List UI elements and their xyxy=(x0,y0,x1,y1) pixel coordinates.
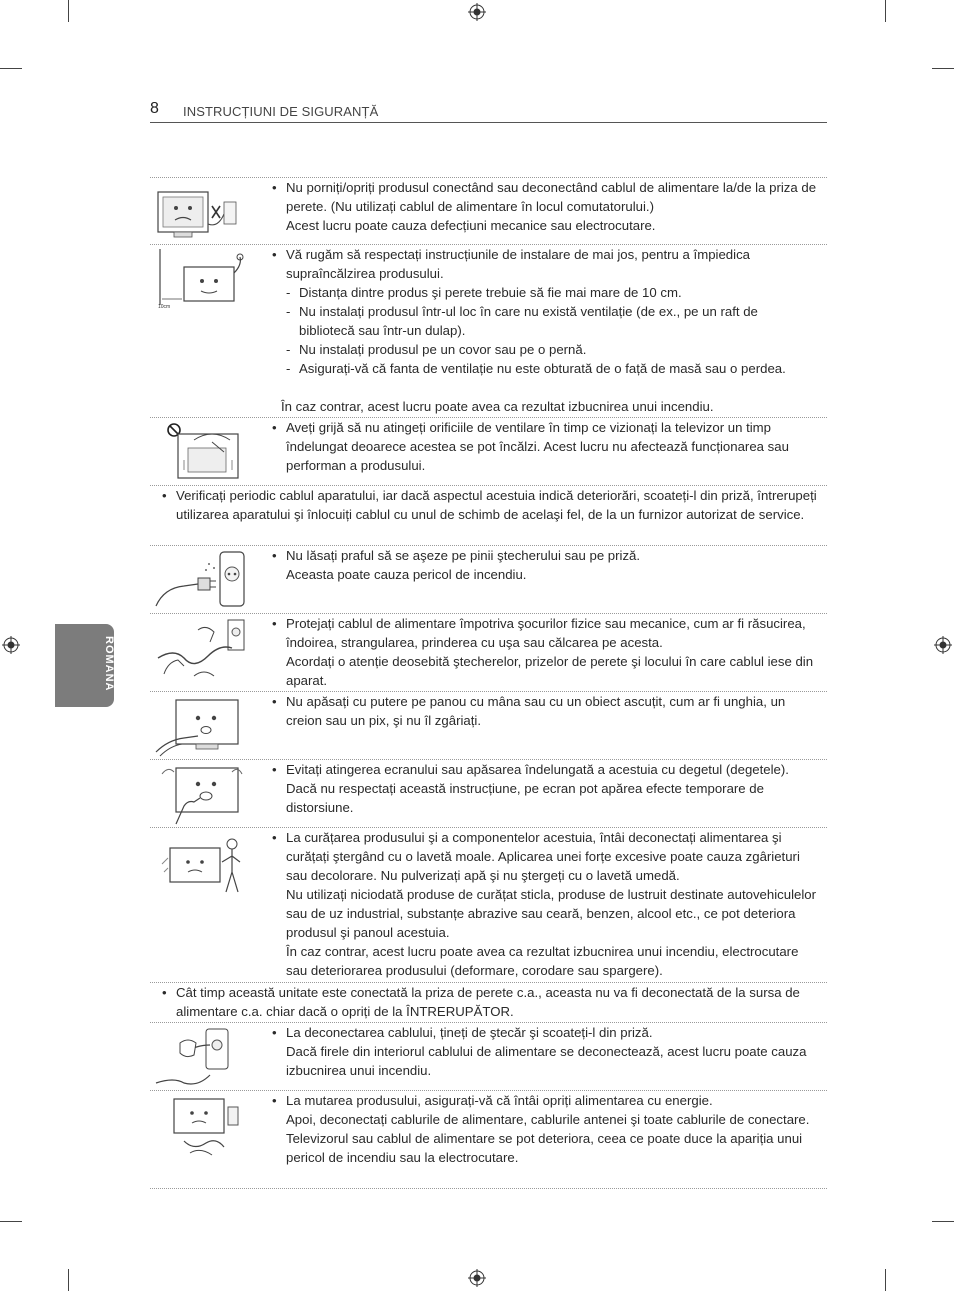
safety-item xyxy=(150,827,827,983)
tv-wall-distance-illustration-icon xyxy=(154,247,246,311)
tv-vent-no-touch-illustration-icon xyxy=(154,420,246,484)
safety-item xyxy=(150,485,827,546)
registration-mark-icon xyxy=(934,636,952,654)
item-text xyxy=(272,546,817,584)
item-bullet-text: • La curățarea produsului şi a componentelor acestuia, întâi deconectați alimentarea şi curățați ştergând cu o lavetă moale. Aplicarea unei forțe excesive poate cauza zgârieturi sau decolorare. Nu pulverizați apă şi nu ştergeți cu o lavetă umedă. xyxy=(272,828,817,885)
item-text xyxy=(162,486,817,524)
cable-protection-illustration-icon xyxy=(154,618,246,682)
item-detail-text: Aceasta poate cauza pericol de incendiu. xyxy=(286,567,527,582)
safety-item xyxy=(150,417,827,486)
item-bullet-text: • Nu lăsați praful să se aşeze pe pinii ştecherului sau pe priză. xyxy=(272,546,817,565)
item-bullet-text: • Vă rugăm să respectați instrucțiunile de instalare de mai jos, pentru a împiedica supraîncălzirea produsului. xyxy=(272,245,817,283)
safety-item xyxy=(150,244,827,418)
unplug-by-plug-illustration-icon xyxy=(154,1025,246,1089)
screen-finger-touch-illustration-icon xyxy=(154,762,246,826)
item-subitem: - Nu instalați produsul într-ul loc în care nu există ventilație (de ex., pe un raft de bibliotecă sau într-un dulap). xyxy=(272,302,817,340)
plug-dust-illustration-icon xyxy=(154,548,246,612)
page-header xyxy=(150,100,827,123)
crop-mark xyxy=(0,1221,22,1222)
item-detail-text: Acordați o atenție deosebită ştecherelor, prizelor de perete şi locului în care cablul iese din aparat. xyxy=(286,654,814,688)
item-detail-text: Nu utilizați niciodată produse de curățat sticla, produse de lustruit destinate autovehiculelor sau de uz industrial, substanțe abrazive sau ceară, benzen, alcool etc., ce pot deteriora produsul şi panoul acestuia. xyxy=(286,887,817,940)
item-detail-text: Apoi, deconectați cablurile de alimentare, cablurile antenei şi toate cablurile de conectare. xyxy=(286,1112,810,1127)
item-text xyxy=(272,692,817,730)
safety-item xyxy=(150,759,827,828)
language-tab-label: ROMÂNĂ xyxy=(103,636,115,692)
item-bullet-text: • Nu porniți/opriți produsul conectând sau deconectând cablul de alimentare la/de la priza de perete. (Nu utilizați cablul de alimentare în locul comutatorului.) xyxy=(272,178,817,216)
item-bullet-text: • Verificați periodic cablul aparatului, iar dacă aspectul acestuia indică deteriorări, scoateți-l din priză, întrerupeți utilizarea aparatului şi înlocuiți cablul cu unul de schimb de acelaşi fel, de la un furnizor autorizat de service. xyxy=(162,486,817,524)
item-text xyxy=(272,1091,817,1167)
item-bullet-text: • Evitați atingerea ecranului sau apăsarea îndelungată a acestuia cu degetul (degetele). Dacă nu respectați această instrucțiune, pe ecran pot apărea efecte temporare de distorsiune. xyxy=(272,760,817,817)
safety-item xyxy=(150,545,827,614)
crop-mark xyxy=(68,0,69,22)
safety-item xyxy=(150,691,827,760)
safety-item xyxy=(150,177,827,245)
item-bullet-text: • La deconectarea cablului, țineți de ştecăr şi scoateți-l din priză. xyxy=(272,1023,817,1042)
item-text xyxy=(272,760,817,817)
crop-mark xyxy=(885,0,886,22)
crop-mark xyxy=(0,68,22,69)
item-detail-text: Televizorul sau cablul de alimentare se pot deteriora, ceea ce poate duce la apariția unui pericol de incendiu sau la electrocutare. xyxy=(286,1131,803,1165)
section-title: INSTRUCȚIUNI DE SIGURANȚĂ xyxy=(183,104,379,119)
item-text xyxy=(272,178,817,235)
item-subitem: - Distanța dintre produs şi perete trebuie să fie mai mare de 10 cm. xyxy=(272,283,817,302)
crop-mark xyxy=(932,68,954,69)
item-bullet-text: • Nu apăsați cu putere pe panou cu mâna sau cu un obiect ascuțit, cum ar fi unghia, un creion sau un pix, şi nu îl zgâriați. xyxy=(272,692,817,730)
safety-item xyxy=(150,1022,827,1091)
item-text xyxy=(272,828,817,980)
item-text xyxy=(272,245,817,378)
item-bullet-text: • La mutarea produsului, asigurați-vă că întâi opriți alimentarea cu energie. xyxy=(272,1091,817,1110)
item-bullet-text: • Protejați cablul de alimentare împotriva şocurilor fizice sau mecanice, cum ar fi răsucirea, îndoirea, strangularea, prinderea cu uşa sau călcarea pe acesta. xyxy=(272,614,817,652)
item-text xyxy=(162,983,817,1021)
registration-mark-icon xyxy=(468,3,486,21)
crop-mark xyxy=(885,1269,886,1291)
safety-item xyxy=(150,613,827,692)
tv-moving-illustration-icon xyxy=(154,1095,246,1159)
tv-unplug-illustration-icon xyxy=(154,184,246,248)
crop-mark xyxy=(932,1221,954,1222)
crop-mark xyxy=(68,1269,69,1291)
safety-item xyxy=(150,1090,827,1189)
item-text xyxy=(272,418,817,475)
item-detail-text: În caz contrar, acest lucru poate avea ca rezultat izbucnirea unui incendiu, electrocutare sau deteriorarea produsului (deformare, corodare sau spargere). xyxy=(286,944,799,978)
screen-press-illustration-icon xyxy=(154,694,246,758)
page-number: 8 xyxy=(150,100,159,117)
item-subitem: - Asigurați-vă că fanta de ventilație nu este obturată de o față de masă sau o perdea. xyxy=(272,359,817,378)
registration-mark-icon xyxy=(2,636,20,654)
item-subitem: - Nu instalați produsul pe un covor sau pe o pernă. xyxy=(272,340,817,359)
item-bullet-text: • Aveți grijă să nu atingeți orificiile de ventilare în timp ce vizionați la televizor un timp îndelungat deoarece acestea se pot încălzi. Acest lucru nu afectează funcționarea sau performan a produsului. xyxy=(272,418,817,475)
item-detail-text: Dacă firele din interiorul cablului de alimentare se deconectează, acest lucru poate cauza izbucnirea unui incendiu. xyxy=(286,1044,807,1078)
figure-label: 10cm xyxy=(158,304,171,310)
item-footer-text: În caz contrar, acest lucru poate avea ca rezultat izbucnirea unui incendiu. xyxy=(281,399,714,414)
safety-item xyxy=(150,982,827,1023)
item-bullet-text: • Cât timp această unitate este conectată la priza de perete c.a., aceasta nu va fi deconectată de la sursa de alimentare c.a. chiar dacă o opriți de la ÎNTRERUPĂTOR. xyxy=(162,983,817,1021)
item-detail-text: Acest lucru poate cauza defecțiuni mecanice sau electrocutare. xyxy=(286,218,656,233)
registration-mark-icon xyxy=(468,1269,486,1287)
item-text xyxy=(272,1023,817,1080)
tv-cleaning-illustration-icon xyxy=(154,832,246,896)
item-text xyxy=(272,614,817,690)
